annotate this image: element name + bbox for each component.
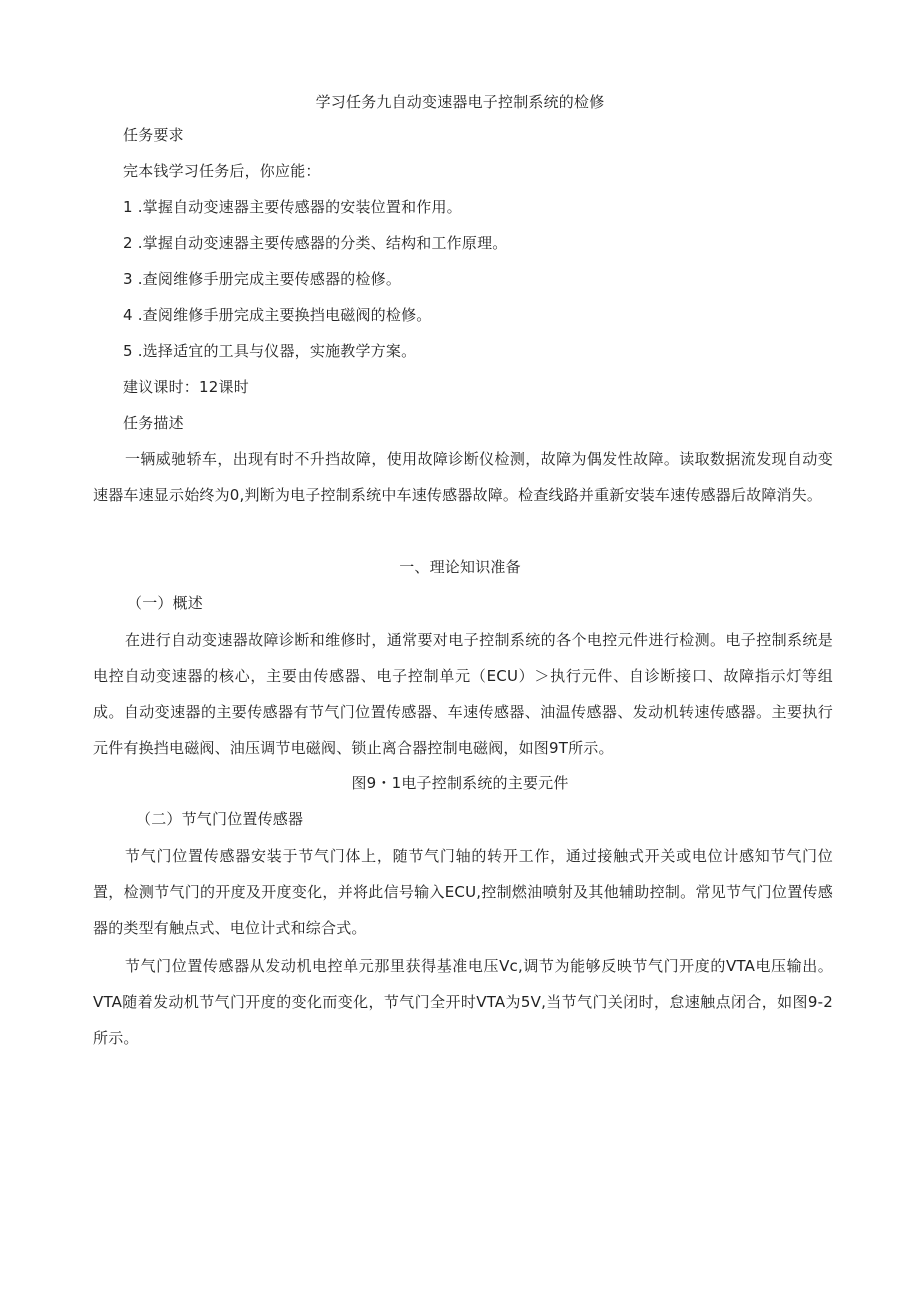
suggested-hours: 建议课时：12课时: [123, 378, 249, 396]
figure-caption: 图9・1电子控制系统的主要元件: [351, 774, 569, 792]
requirements-intro: 完本钱学习任务后，你应能：: [123, 162, 321, 180]
subsection-tps-heading: （二）节气门位置传感器: [136, 810, 304, 828]
tps-paragraph-1: 节气门位置传感器安装于节气门体上，随节气门轴的转开工作，通过接触式开关或电位计感知节气门位置，检测节气门的开度及开度变化，并将此信号输入ECU,控制燃油喷射及其他辅助控制。常见节气门位置传感器的类型有触点式、电位计式和综合式。: [93, 847, 833, 937]
requirement-item-1: 1 .掌握自动变速器主要传感器的安装位置和作用。: [123, 198, 462, 216]
section-heading-theory: 一、理论知识准备: [399, 558, 521, 576]
task-description-heading: 任务描述: [123, 414, 184, 432]
requirement-item-2: 2 .掌握自动变速器主要传感器的分类、结构和工作原理。: [123, 234, 508, 252]
task-requirements-heading: 任务要求: [123, 126, 184, 144]
document-title: 学习任务九自动变速器电子控制系统的检修: [315, 93, 605, 111]
task-description-paragraph: 一辆威驰轿车，出现有时不升挡故障，使用故障诊断仪检测，故障为偶发性故障。读取数据流发现自动变速器车速显示始终为0,判断为电子控制系统中车速传感器故障。检查线路并重新安装车速传感器后故障消失。: [93, 450, 833, 504]
requirement-item-5: 5 .选择适宜的工具与仪器，实施教学方案。: [123, 342, 417, 360]
requirement-item-4: 4 .查阅维修手册完成主要换挡电磁阀的检修。: [123, 306, 432, 324]
overview-paragraph: 在进行自动变速器故障诊断和维修时，通常要对电子控制系统的各个电控元件进行检测。电子控制系统是电控自动变速器的核心，主要由传感器、电子控制单元（ECU）＞执行元件、自诊断接口、故障指示灯等组成。自动变速器的主要传感器有节气门位置传感器、车速传感器、油温传感器、发动机转速传感器。主要执行元件有换挡电磁阀、油压调节电磁阀、锁止离合器控制电磁阀，如图9T所示。: [93, 631, 833, 757]
requirement-item-3: 3 .查阅维修手册完成主要传感器的检修。: [123, 270, 402, 288]
subsection-overview-heading: （一）概述: [127, 594, 204, 612]
tps-paragraph-2: 节气门位置传感器从发动机电控单元那里获得基准电压Vc,调节为能够反映节气门开度的VTA电压输出。VTA随着发动机节气门开度的变化而变化，节气门全开时VTA为5V,当节气门关闭时，怠速触点闭合，如图9-2所示。: [93, 957, 833, 1047]
